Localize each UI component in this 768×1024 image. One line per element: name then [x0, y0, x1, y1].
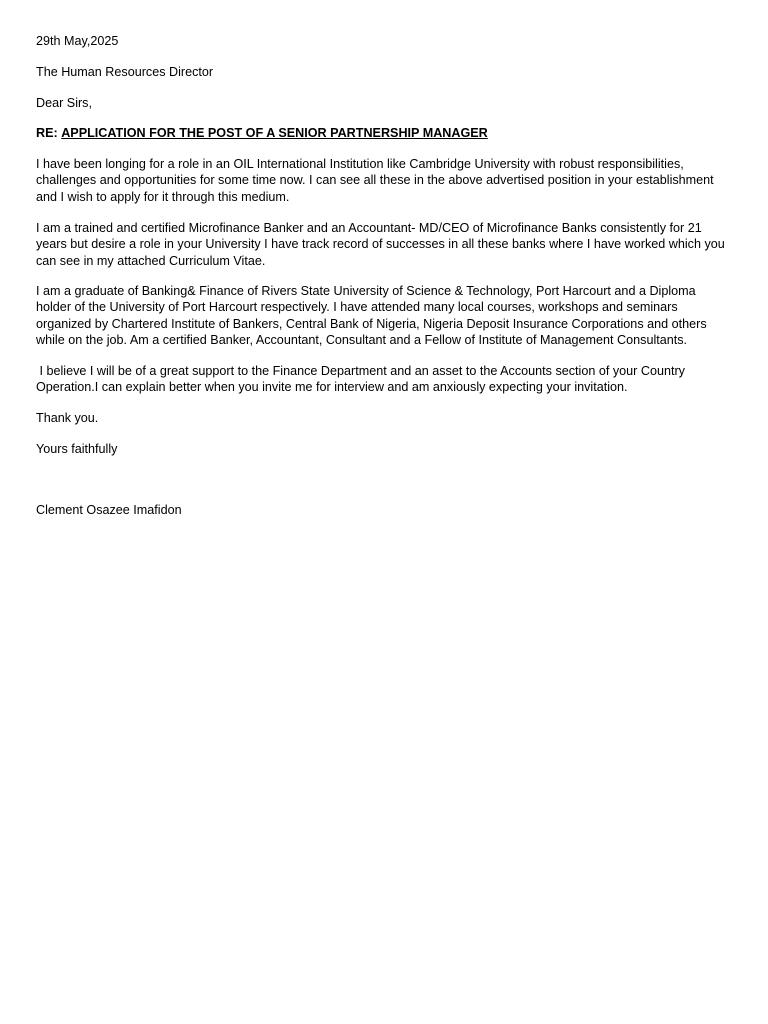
subject-line	[36, 125, 488, 141]
salutation: Dear Sirs,	[36, 96, 92, 110]
signature-name: Clement Osazee Imafidon	[36, 503, 182, 517]
paragraph-closing: I believe I will be of a great support to the Finance Department and an asset to the Accounts section of your Country Operation.I can explain better when you invite me for interview and am anxiously expecting your invitation.	[36, 364, 689, 395]
subject-title: APPLICATION FOR THE POST OF A SENIOR PARTNERSHIP MANAGER	[61, 126, 488, 140]
thanks: Thank you.	[36, 411, 99, 425]
paragraph-experience: I am a trained and certified Microfinance Banker and an Accountant- MD/CEO of Microfinance Banks consistently for 21 years but desire a role in your University I have track record of successes in all these banks where I have worked which you can see in my attached Curriculum Vitae.	[36, 221, 725, 268]
closing: Yours faithfully	[36, 442, 118, 456]
paragraph-education: I am a graduate of Banking& Finance of Rivers State University of Science & Technology, Port Harcourt and a Diploma holder of the University of Port Harcourt respectively. I have attended many local courses, workshops and seminars organized by Chartered Institute of Bankers, Central Bank of Nigeria, Nigeria Deposit Insurance Corporations and others while on the job. Am a certified Banker, Accountant, Consultant and a Fellow of Institute of Management Consultants.	[36, 284, 707, 347]
letter-date: 29th May,2025	[36, 34, 119, 48]
recipient: The Human Resources Director	[36, 65, 214, 79]
paragraph-intro: I have been longing for a role in an OIL International Institution like Cambridge University with robust responsibilities, challenges and opportunities for some time now. I can see all these in the above advertised position in your establishment and I wish to apply for it through this medium.	[36, 157, 714, 204]
subject-prefix: RE:	[36, 126, 58, 140]
